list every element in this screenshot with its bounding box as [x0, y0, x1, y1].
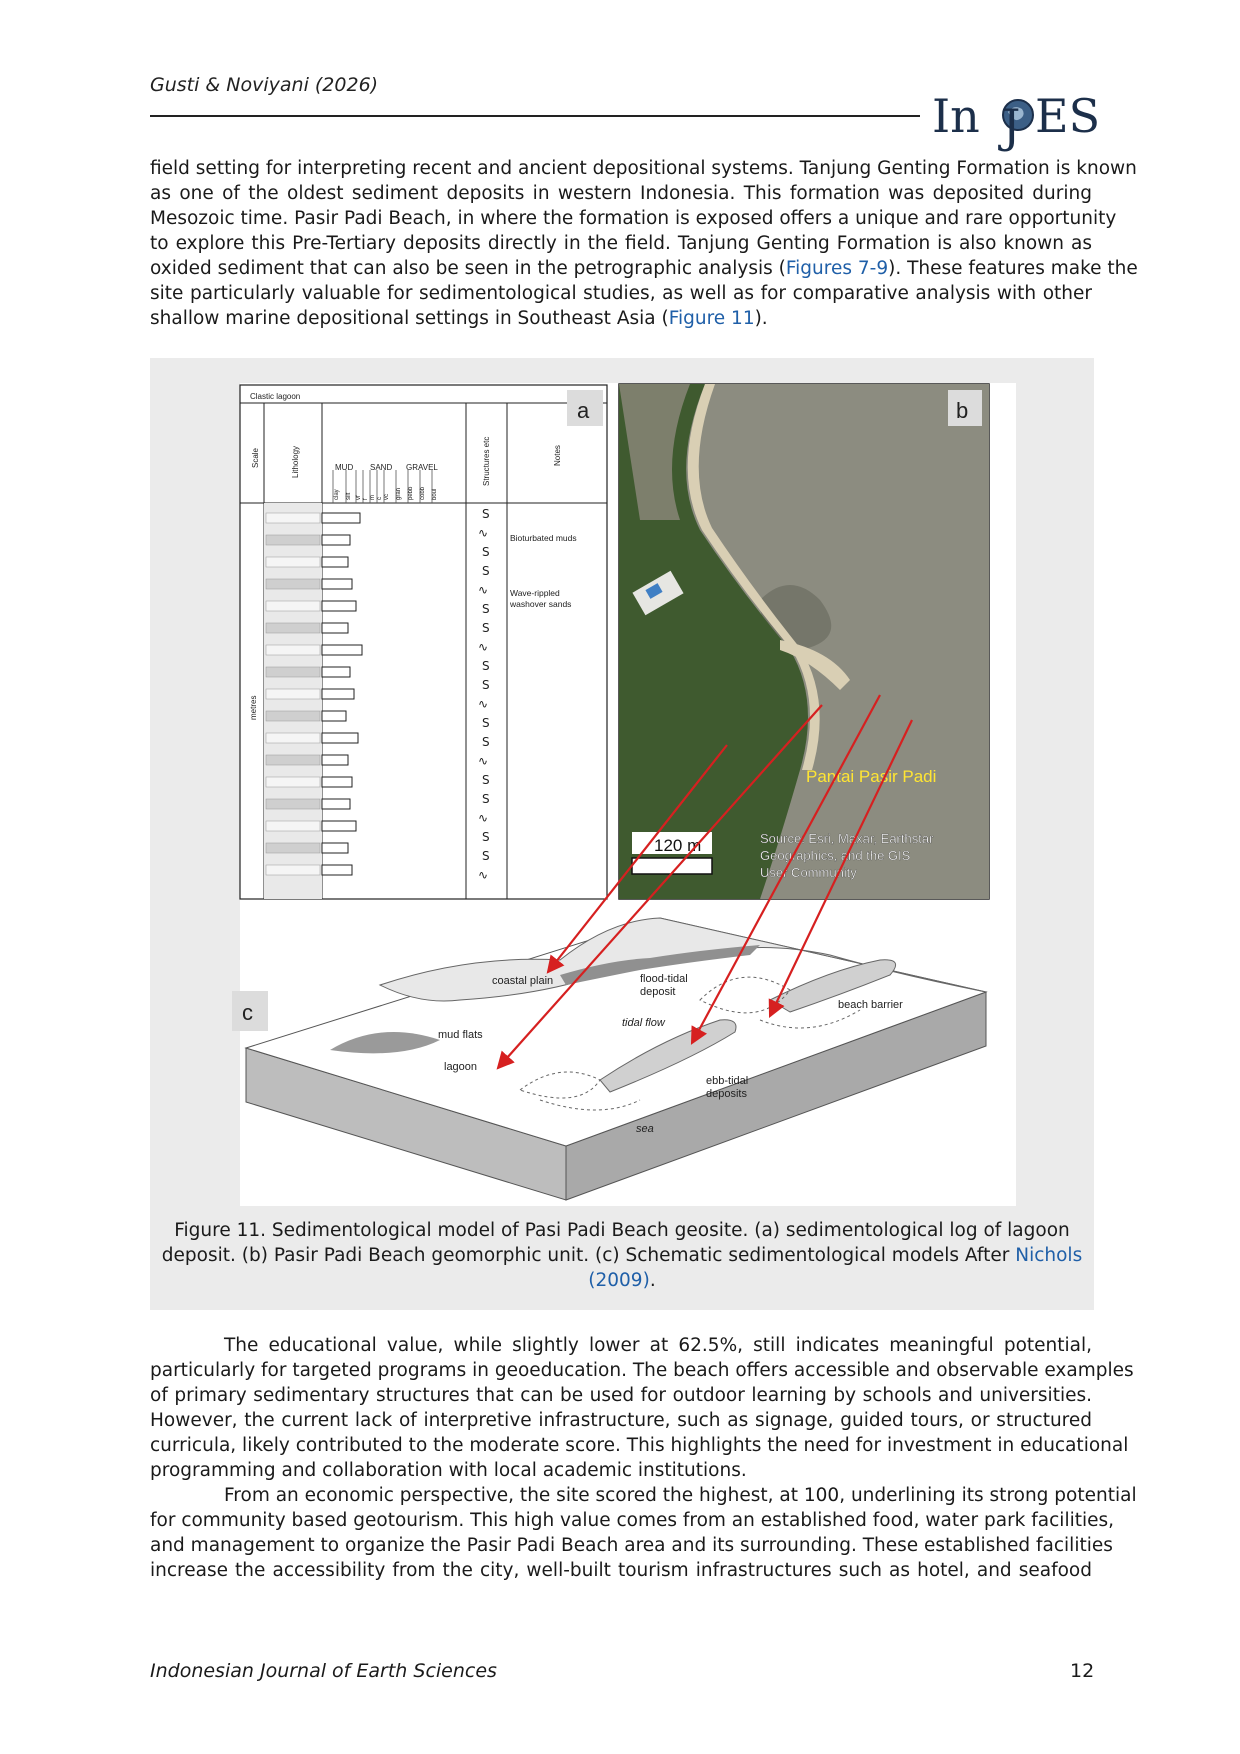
label-ebb-tidal: ebb-tidal — [706, 1075, 749, 1087]
structure-symbol: S — [482, 773, 490, 787]
label-sea: sea — [636, 1123, 654, 1135]
grain-group-sand: SAND — [370, 463, 393, 472]
place-label-pantai-pasir-padi: Pantai Pasir Padi — [806, 767, 937, 786]
label-deposits: deposits — [706, 1088, 747, 1100]
structure-symbol: ∿ — [478, 697, 489, 711]
lithology-bed — [266, 645, 320, 655]
log-header-title: Clastic lagoon — [250, 392, 301, 401]
grain-size-label: clay — [334, 489, 340, 500]
structure-symbol: S — [482, 830, 490, 844]
structure-symbol: ∿ — [478, 754, 489, 768]
structure-symbol: ∿ — [478, 640, 489, 654]
text-segment: oxided sediment that can also be seen in the petrographic analysis ( — [150, 258, 786, 279]
label-lagoon: lagoon — [444, 1061, 478, 1073]
log-bed — [322, 755, 348, 765]
grain-size-label: f — [363, 498, 369, 500]
log-bed — [322, 865, 352, 875]
lithology-bed — [266, 689, 320, 699]
log-bed — [322, 645, 362, 655]
text-line: particularly for targeted programs in geoeducation. The beach offers accessible and observable examples — [150, 1360, 1134, 1381]
text-line: to explore this Pre-Tertiary deposits directly in the field. Tanjung Genting Formation is also known as — [150, 233, 1092, 254]
lithology-bed — [266, 623, 320, 633]
structure-symbol: ∿ — [478, 811, 489, 825]
structure-symbol: S — [482, 621, 490, 635]
structure-symbol: S — [482, 849, 490, 863]
figure-11-link[interactable]: Figure 11 — [668, 308, 755, 329]
panel-b-satellite-map — [619, 384, 989, 899]
caption-line — [150, 1243, 1094, 1268]
structure-symbol: S — [482, 716, 490, 730]
imagery-source-line: Geographics, and the GIS — [760, 848, 911, 863]
panel-b-label: b — [956, 398, 969, 423]
grain-size-label: vc — [384, 494, 390, 500]
grain-size-label: pebb — [408, 486, 414, 500]
text-line: However, the current lack of interpretive infrastructure, such as signage, guided tours, or structured — [150, 1410, 1092, 1431]
structure-symbol: S — [482, 659, 490, 673]
note-washover-sands: washover sands — [510, 599, 572, 609]
log-bed — [322, 557, 348, 567]
lithology-bed — [266, 513, 320, 523]
metres-axis-label: metres — [249, 695, 258, 720]
structure-symbol: S — [482, 507, 490, 521]
lithology-bed — [266, 777, 320, 787]
log-bed — [322, 689, 354, 699]
panel-a-label: a — [577, 398, 590, 423]
label-beach-barrier: beach barrier — [838, 999, 903, 1011]
imagery-source-line: User Community — [760, 865, 857, 880]
text-line: curricula, likely contributed to the moderate score. This highlights the need for investment in educational — [150, 1435, 1129, 1456]
lithology-bed — [266, 535, 320, 545]
panel-a-sedimentary-log — [240, 385, 607, 899]
text-line: programming and collaboration with local academic institutions. — [150, 1460, 747, 1481]
structures-column-label: Structures etc — [482, 436, 491, 486]
grain-size-label: vf — [356, 495, 362, 500]
grain-size-label: boul — [432, 488, 438, 500]
label-coastal-plain: coastal plain — [492, 975, 554, 987]
caption-line: Figure 11. Sedimentological model of Pasi Padi Beach geosite. (a) sedimentological log of lagoon — [174, 1220, 1070, 1241]
text-line: of primary sedimentary structures that can be used for outdoor learning by schools and universities. — [150, 1385, 1092, 1406]
log-bed — [322, 777, 352, 787]
structure-symbol: S — [482, 792, 490, 806]
text-line: increase the accessibility from the city, well-built tourism infrastructures such as hotel, and seafood — [150, 1560, 1092, 1581]
log-bed — [322, 843, 348, 853]
notes-column-label: Notes — [553, 445, 562, 466]
imagery-source-line: Source: Esri, Maxar, Earthstar — [760, 831, 934, 846]
structure-symbol: S — [482, 564, 490, 578]
structure-symbol: S — [482, 545, 490, 559]
grain-size-label: cobb — [420, 486, 426, 500]
text-line: field setting for interpreting recent and ancient depositional systems. Tanjung Genting Formation is known — [150, 158, 1137, 179]
log-bed — [322, 623, 348, 633]
running-header-author: Gusti & Noviyani (2026) — [150, 74, 379, 96]
grain-size-label: m — [370, 495, 376, 500]
log-bed — [322, 579, 352, 589]
svg-text:J: J — [1002, 99, 1021, 153]
text-line: From an economic perspective, the site scored the highest, at 100, underlining its strong potential — [224, 1485, 1137, 1506]
figures-7-9-link[interactable]: Figures 7-9 — [785, 258, 889, 279]
log-bed — [322, 711, 346, 721]
scale-bar-label: 120 m — [654, 836, 702, 855]
lithology-bed — [266, 667, 320, 677]
label-tidal-flow: tidal flow — [622, 1017, 665, 1029]
text-line: Mesozoic time. Pasir Padi Beach, in where the formation is exposed offers a unique and rare opportunity — [150, 208, 1117, 229]
grain-size-label: gran — [396, 487, 402, 500]
body-paragraph-3 — [150, 1483, 1137, 1583]
structure-symbol: ∿ — [478, 526, 489, 540]
lithology-bed — [266, 557, 320, 567]
structure-symbol: ∿ — [478, 868, 489, 882]
grain-group-mud: MUD — [335, 463, 354, 472]
text-line: for community based geotourism. This high value comes from an established food, water park facilities, — [150, 1510, 1115, 1531]
log-bed — [322, 513, 360, 523]
panel-c-block-diagram — [232, 918, 986, 1200]
structure-symbol: S — [482, 602, 490, 616]
text-segment: shallow marine depositional settings in Southeast Asia ( — [150, 308, 669, 329]
structure-symbol: S — [482, 735, 490, 749]
page-number: 12 — [1070, 1660, 1095, 1682]
svg-text:In: In — [932, 89, 980, 143]
caption-line — [150, 1268, 1094, 1293]
text-line: and management to organize the Pasir Padi Beach area and its surrounding. These established facilities — [150, 1535, 1113, 1556]
lithology-column-label: Lithology — [291, 445, 300, 478]
lithology-bed — [266, 843, 320, 853]
lithology-bed — [266, 733, 320, 743]
grain-size-label: c — [377, 497, 383, 500]
structure-symbol: ∿ — [478, 583, 489, 597]
text-line: The educational value, while slightly lower at 62.5%, still indicates meaningful potential, — [224, 1335, 1092, 1356]
log-bed — [322, 733, 358, 743]
log-bed — [322, 667, 350, 677]
lithology-bed — [266, 601, 320, 611]
caption-text: deposit. (b) Pasir Padi Beach geomorphic unit. (c) Schematic sedimentological models After — [161, 1245, 1016, 1266]
structure-symbol: S — [482, 678, 490, 692]
label-deposit: deposit — [640, 986, 676, 998]
label-mud-flats: mud flats — [438, 1029, 483, 1041]
figure-caption — [150, 1218, 1094, 1293]
text-line: site particularly valuable for sedimentological studies, as well as for comparative analysis with other — [150, 283, 1092, 304]
text-line: as one of the oldest sediment deposits in western Indonesia. This formation was deposited during — [150, 183, 1092, 204]
text-segment: ). — [754, 308, 768, 329]
text-segment: ). These features make the — [888, 258, 1138, 279]
nichols-citation-link[interactable]: Nichols — [1015, 1245, 1083, 1266]
label-flood-tidal: flood-tidal — [640, 973, 688, 985]
lithology-bed — [266, 755, 320, 765]
body-paragraph-2 — [150, 1333, 1134, 1483]
log-bed — [322, 821, 356, 831]
panel-c-label: c — [242, 1000, 253, 1025]
log-bed — [322, 535, 350, 545]
log-bed — [322, 601, 356, 611]
footer-journal-name: Indonesian Journal of Earth Sciences — [150, 1660, 497, 1682]
svg-text:ES: ES — [1035, 89, 1101, 143]
caption-text: . — [649, 1270, 656, 1291]
lithology-bed — [266, 579, 320, 589]
lithology-bed — [266, 865, 320, 875]
note-wave-rippled: Wave-rippled — [510, 588, 560, 598]
lithology-bed — [266, 799, 320, 809]
grain-size-label: silt — [346, 492, 352, 500]
note-bioturbated-muds: Bioturbated muds — [510, 533, 577, 543]
scale-column-label: Scale — [251, 447, 260, 468]
lithology-bed — [266, 711, 320, 721]
log-bed — [322, 799, 350, 809]
lithology-bed — [266, 821, 320, 831]
grain-group-gravel: GRAVEL — [406, 463, 438, 472]
nichols-year-link[interactable]: (2009) — [588, 1270, 650, 1291]
